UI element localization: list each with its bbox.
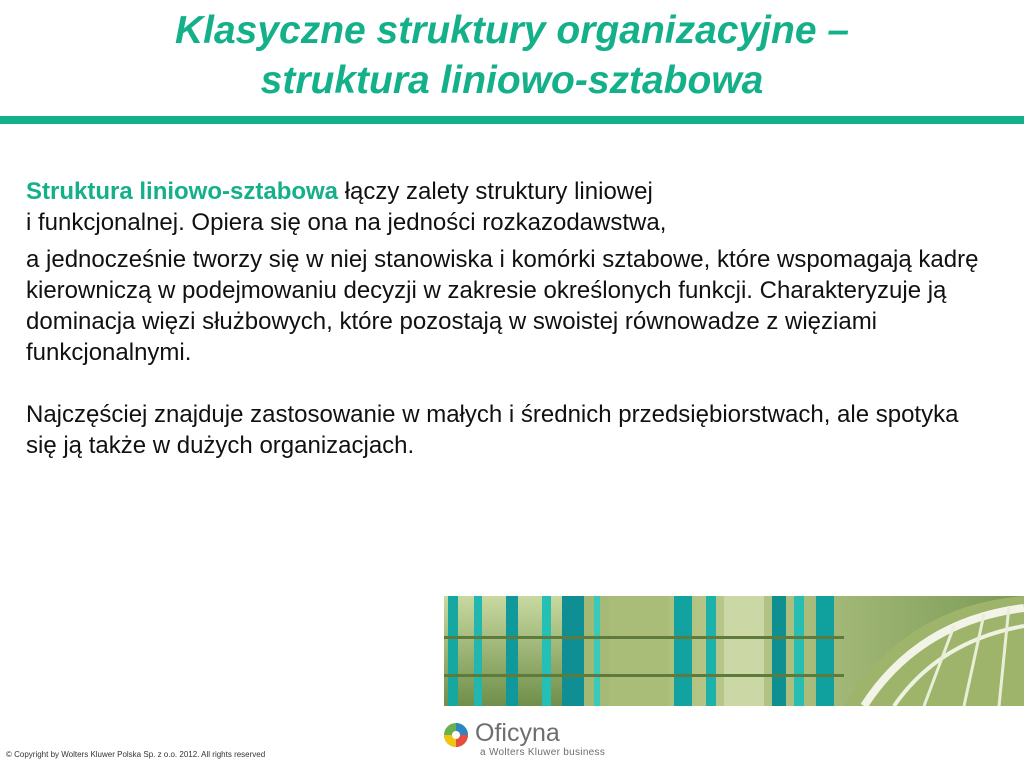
- paragraph-2: a jednocześnie tworzy się w niej stanowiska i komórki sztabowe, które wspomagają kadrę kierowniczą w podejmowaniu decyzji w zakresie określonych funkcji. Charakteryzuje ją dominacja więzi służbowych, które pozostają w swoistej równowadze z więziami funkcjonalnymi.: [26, 246, 979, 366]
- slide-body: [26, 176, 986, 461]
- title-line-1: Klasyczne struktury organizacyjne –: [174, 9, 850, 52]
- title-divider: [0, 116, 1024, 124]
- building-photo: [444, 596, 1024, 706]
- copyright-notice: © Copyright by Wolters Kluwer Polska Sp. z o.o. 2012. All rights reserved: [6, 750, 266, 759]
- logo-name: Oficyna: [475, 719, 560, 747]
- highlighted-term: Struktura liniowo-sztabowa: [26, 178, 339, 205]
- paragraph-3: Najczęściej znajduje zastosowanie w małych i średnich przedsiębiorstwach, ale spotyka się ją także w dużych organizacjach.: [26, 401, 959, 459]
- paragraph-1: [26, 176, 986, 238]
- paragraph-1-line-2: i funkcjonalnej. Opiera się ona na jedności rozkazodawstwa,: [26, 209, 667, 236]
- title-line-2: struktura liniowo-sztabowa: [260, 59, 764, 102]
- logo-subtitle: a Wolters Kluwer business: [480, 747, 606, 758]
- oficyna-logo: [443, 718, 663, 758]
- logo-globe-icon: [443, 722, 469, 748]
- slide-title: [0, 6, 1024, 106]
- paragraph-1-text: łączy zalety struktury liniowej: [338, 178, 653, 205]
